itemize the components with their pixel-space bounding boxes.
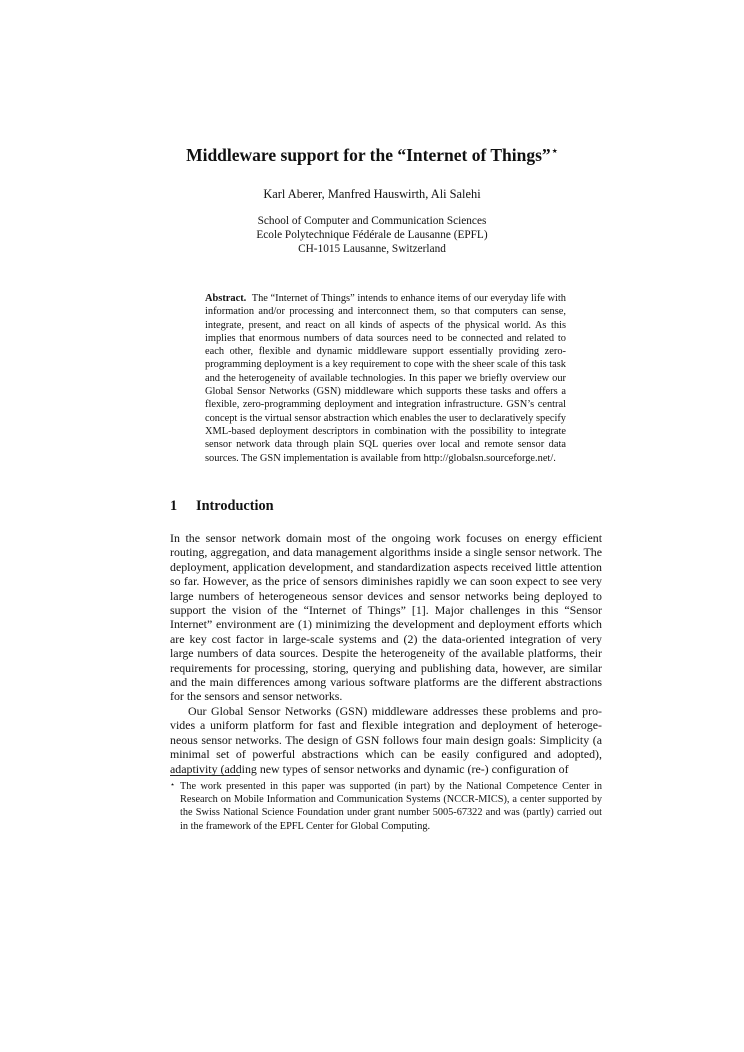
author-list: Karl Aberer, Manfred Hauswirth, Ali Salehi bbox=[263, 187, 481, 201]
title-footnote-mark: ⋆ bbox=[551, 146, 558, 157]
abstract bbox=[205, 292, 566, 465]
affiliation-line: School of Computer and Communication Sciences bbox=[257, 215, 487, 227]
footnote-divider bbox=[170, 775, 240, 776]
footnote-text: The work presented in this paper was supported (in part) by the National Competence Center in Research on Mobile Information and Communication Systems (NCCR-MICS), a center supported by the Swiss National Science Foundation under grant number 5005-67322 and was (partly) carried out in the framework of the EPFL Center for Global Computing. bbox=[180, 781, 602, 832]
section-heading bbox=[170, 497, 274, 515]
section-number: 1 bbox=[170, 498, 178, 514]
paper-title-text: Middleware support for the “Internet of Things” bbox=[186, 145, 551, 165]
abstract-label: Abstract. bbox=[205, 293, 247, 304]
affiliation-line: Ecole Polytechnique Fédérale de Lausanne (EPFL) bbox=[256, 228, 488, 241]
affiliation-line: CH-1015 Lausanne, Switzerland bbox=[298, 242, 446, 255]
affiliation-block bbox=[120, 215, 624, 256]
abstract-text: The “Internet of Things” intends to enhance items of our everyday life with information and/or processing and interconnect them, so that computers can sense, integrate, present, and react on all kinds of aspects of the physical world. As this implies that enormous numbers of data sources need to be connected and related to each other, flexible and dynamic middleware support essentially providing zero-programming deployment is a key requirement to cope with the sheer scale of this task and the heterogeneity of available technologies. In this paper we briefly overview our Global Sensor Networks (GSN) middleware which supports these tasks and offers a flexible, zero-programming deployment and integration infrastructure. GSN’s central concept is the virtual sensor abstraction which enables the user to declaratively specify XML-based deployment descriptors in combination with the possibility to integrate sensor network data through plain SQL queries over local and remote sensor data sources. The GSN implementation is available from http://globalsn.sourceforge.net/. bbox=[205, 293, 567, 464]
footnote bbox=[170, 780, 602, 833]
body-paragraph: Our Global Sensor Networks (GSN) middleware addresses these problems and provides a uniform platform for fast and flexible integration and deployment of heterogeneous sensor networks. The design of GSN follows four main design goals: Simplicity (a minimal set of powerful abstractions which can be easily configured and adopted), adaptivity (adding new types of sensor networks and dynamic (re-) configuration of bbox=[170, 703, 602, 776]
footnote-mark: ⋆ bbox=[170, 780, 176, 789]
section-body bbox=[170, 531, 602, 776]
paper-title bbox=[120, 141, 624, 166]
section-title: Introduction bbox=[196, 498, 274, 514]
body-paragraph: In the sensor network domain most of the ongoing work focuses on energy efficient routing, aggregation, and data management algorithms inside a single sensor network. The deployment, application development, and standardization aspects received little attention so far. However, as the price of sensors diminishes rapidly we can soon expect to see very large numbers of heterogeneous sensor devices and sensor networks being deployed to support the vision of the “Internet of Things” [1]. Major challenges in this “Sensor Internet” environment are (1) minimizing the development and deployment efforts which are key cost factor in large-scale systems and (2) the data-oriented integration of very large numbers of data sources. Despite the heterogeneity of the available platforms, their requirements for processing, storing, querying and publishing data, however, are similar and the main differences among various software platforms are the different abstractions for the sensors and sensor networks. bbox=[170, 531, 602, 704]
